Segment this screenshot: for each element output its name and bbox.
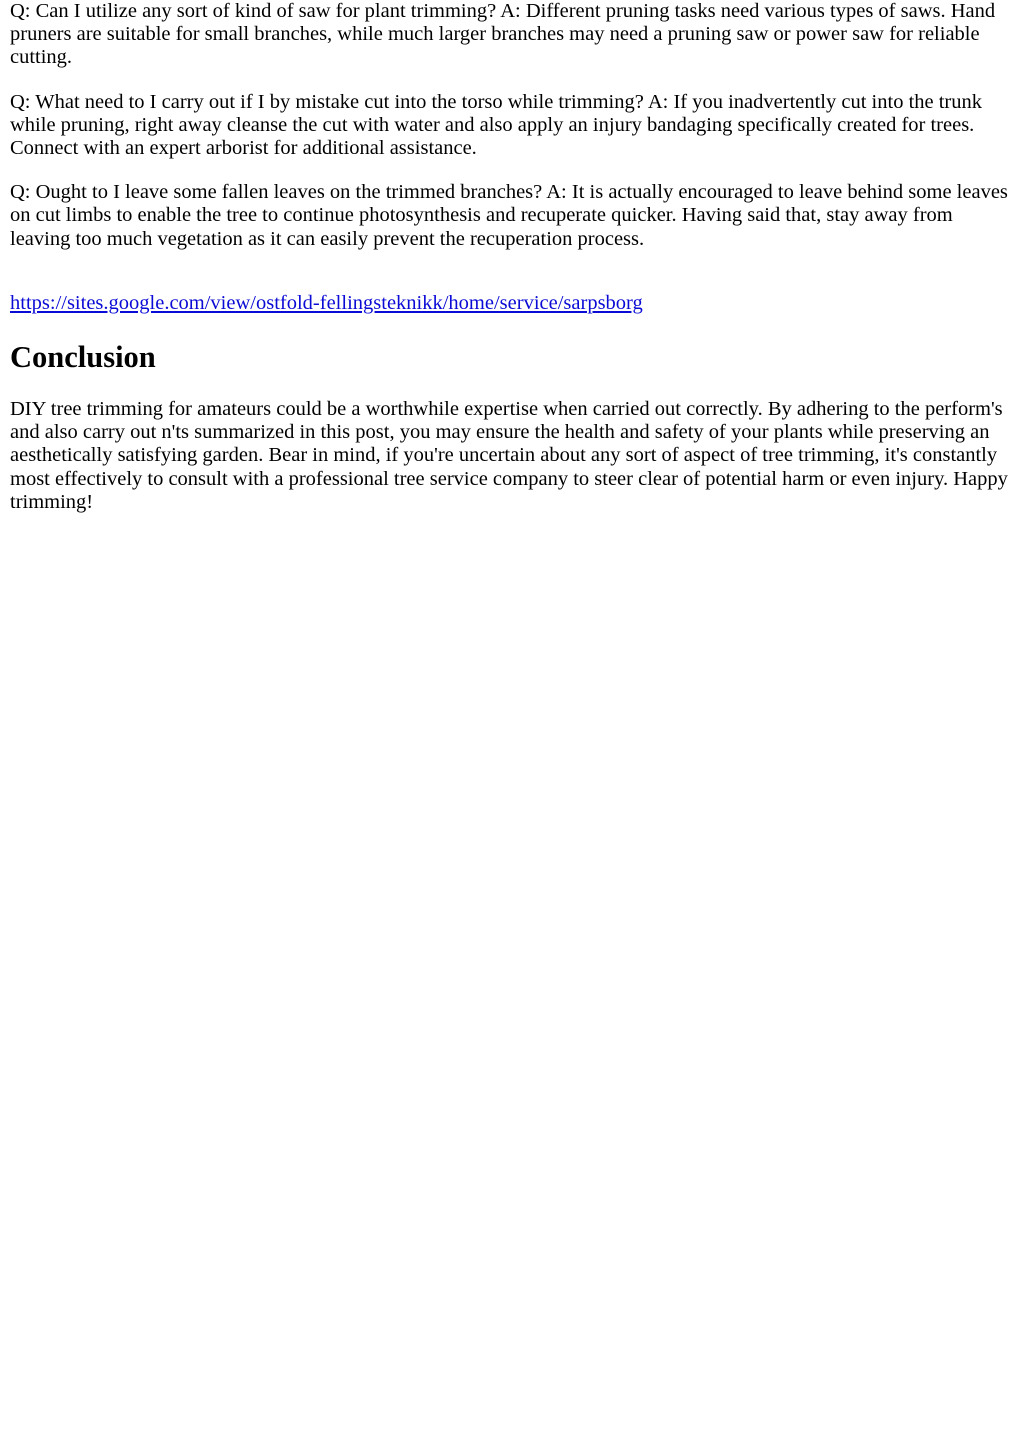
sarpsborg-service-link[interactable]: https://sites.google.com/view/ostfold-fellingsteknikk/home/service/sarpsborg bbox=[10, 291, 643, 314]
faq-paragraph-trunk-cut: Q: What need to I carry out if I by mistake cut into the torso while trimming? A: If you inadvertently cut into the trunk while pruning, right away cleanse the cut with water and also apply an injury bandaging specifically created for trees. Connect with an expert arborist for additional assistance. bbox=[10, 90, 983, 160]
faq-paragraph-leaves: Q: Ought to I leave some fallen leaves on the trimmed branches? A: It is actually encouraged to leave behind some leaves on cut limbs to enable the tree to continue photosynthesis and recuperate quicker. Having said that, stay away from leaving too much vegetation as it can easily prevent the recuperation process. bbox=[10, 181, 1008, 250]
faq-paragraph-saw-types: Q: Can I utilize any sort of kind of saw for plant trimming? A: Different pruning tasks need various types of saws. Hand pruners are suitable for small branches, while much larger branches may need a pruning saw or power saw for reliable cutting. bbox=[10, 0, 996, 69]
conclusion-heading: Conclusion bbox=[10, 340, 156, 375]
conclusion-paragraph: DIY tree trimming for amateurs could be a worthwhile expertise when carried out correctly. By adhering to the perform's and also carry out n'ts summarized in this post, you may ensure the health and safety of your plants while preserving an aesthetically satisfying garden. Bear in mind, if you're uncertain about any sort of aspect of tree trimming, it's constantly most effectively to consult with a professional tree service company to steer clear of potential harm or even injury. Happy trimming! bbox=[10, 398, 1008, 513]
document-page bbox=[0, 0, 1024, 514]
link-container bbox=[10, 292, 1014, 315]
